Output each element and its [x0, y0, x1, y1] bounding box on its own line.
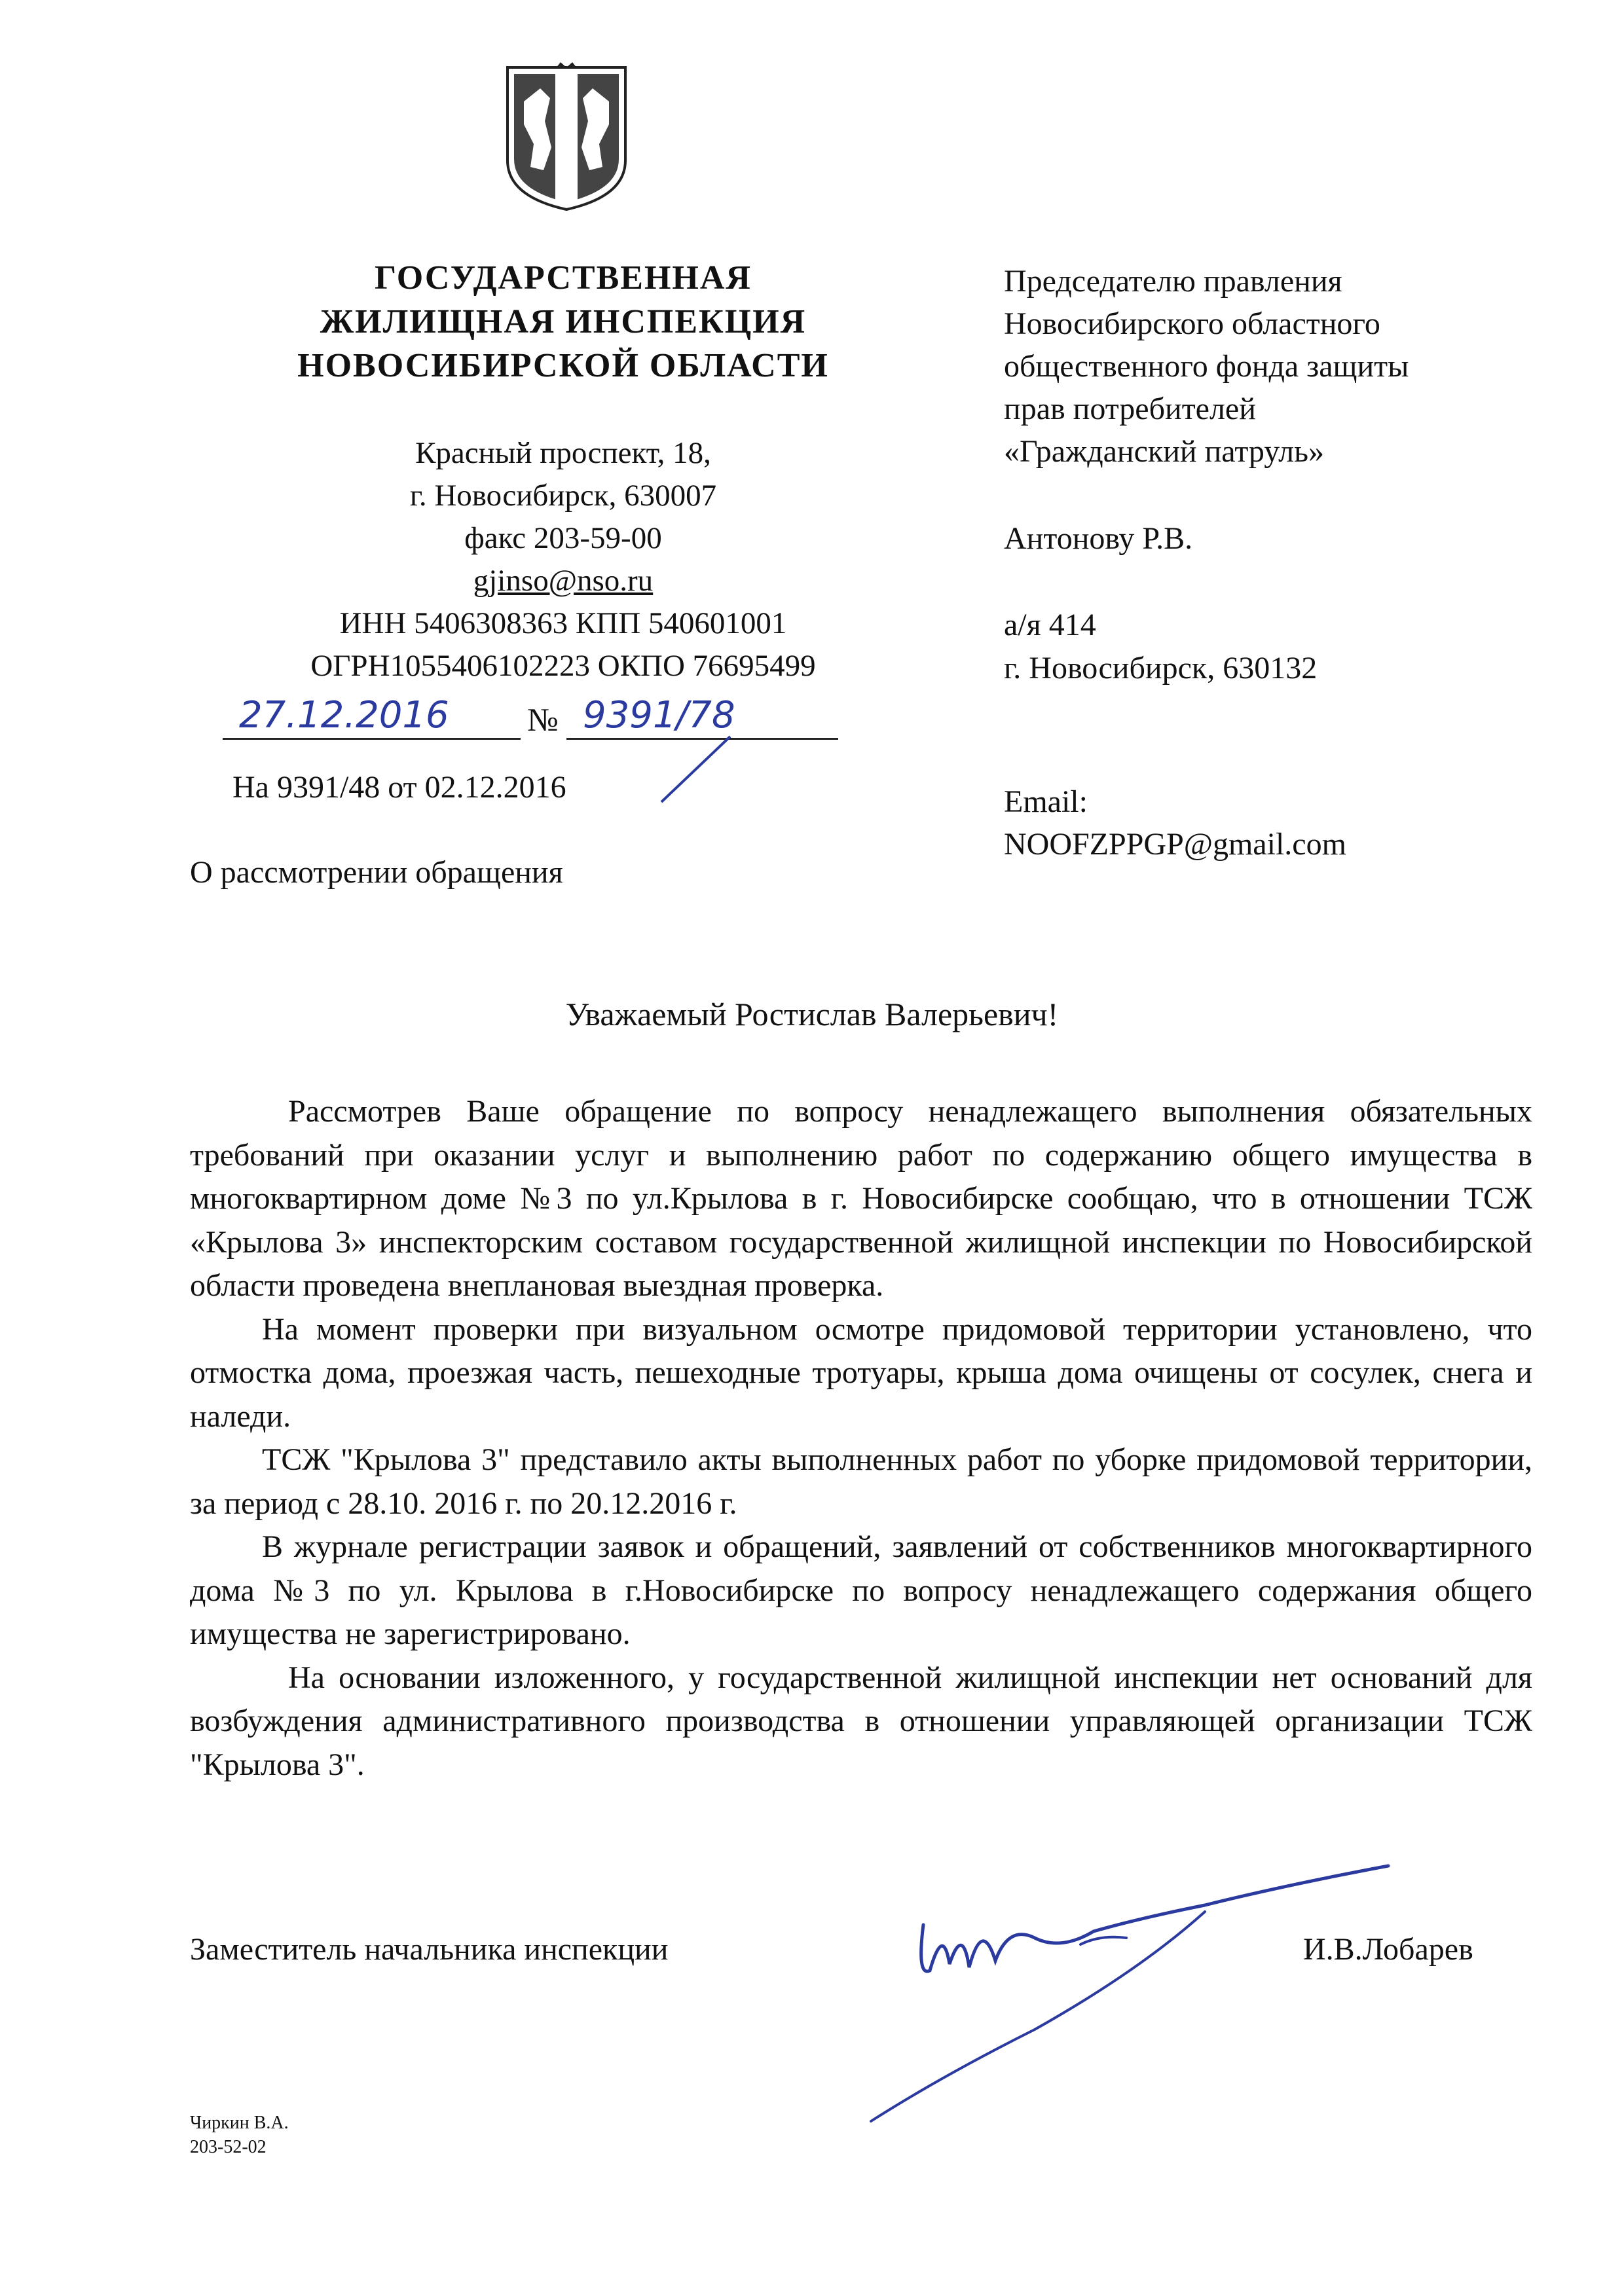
body-paragraph-1: Рассмотрев Ваше обращение по вопросу ненадлежащего выполнения обязательных требований при оказании услуг и выполнению работ по содержанию общего имущества в многоквартирном доме №3 по ул.Крылова в г. Новосибирске сообщаю, что в отношении ТСЖ «Крылова 3» инспекторским составом государственной жилищной инспекции по Новосибирской области проведена внеплановая выездная проверка.: [190, 1094, 1532, 1303]
sender-address-city: г. Новосибирск, 630007: [409, 479, 717, 513]
recipient-name: Антонову Р.В.: [1004, 521, 1193, 556]
recipient-line3: общественного фонда защиты: [1004, 349, 1409, 384]
body-paragraph-3: ТСЖ "Крылова 3" представило акты выполненных работ по уборке придомовой территории, за период с 28.10. 2016 г. по 20.12.2016 г.: [190, 1442, 1532, 1521]
recipient-line4: прав потребителей: [1004, 392, 1256, 426]
signatory-name: И.В.Лобарев: [1303, 1932, 1473, 1967]
greeting: Уважаемый Ростислав Валерьевич!: [565, 996, 1059, 1032]
signatory-position: Заместитель начальника инспекции: [190, 1932, 669, 1967]
sender-ogrn-okpo: ОГРН1055406102223 ОКПО 76695499: [310, 649, 816, 683]
recipient-line2: Новосибирского областного: [1004, 306, 1380, 341]
sender-email-link[interactable]: gjinso@nso.ru: [473, 564, 654, 598]
recipient-line5: «Гражданский патруль»: [1004, 434, 1325, 469]
coat-of-arms-emblem: [504, 62, 629, 213]
sender-address-street: Красный проспект, 18,: [415, 436, 711, 470]
body-paragraph-2: На момент проверки при визуальном осмотре придомовой территории установлено, что отмостка дома, проезжая часть, пешеходные тротуары, крыша дома очищены от сосулек, снега и наледи.: [190, 1311, 1532, 1434]
registration-number: 9391/78: [583, 694, 735, 737]
recipient-email: NOOFZPPGP@gmail.com: [1004, 827, 1346, 862]
handwritten-signature: [864, 1853, 1401, 2134]
recipient-po-box: а/я 414: [1004, 608, 1096, 642]
recipient-city: г. Новосибирск, 630132: [1004, 651, 1318, 685]
reply-reference: На 9391/48 от 02.12.2016: [232, 770, 566, 805]
letter-subject: О рассмотрении обращения: [190, 855, 563, 890]
registration-date-underline: [223, 738, 521, 740]
registration-slash-mark: [655, 733, 733, 805]
recipient-line1: Председателю правления: [1004, 264, 1342, 299]
recipient-email-label: Email:: [1004, 784, 1088, 819]
body-paragraph-5: На основании изложенного, у государственной жилищной инспекции нет оснований для возбуждения административного производства в отношении управляющей организации ТСЖ "Крылова 3".: [190, 1660, 1532, 1782]
sender-email-wrap: [210, 560, 917, 602]
executor-name: Чиркин В.А.: [190, 2113, 289, 2133]
registration-number-sign: №: [527, 701, 559, 738]
letter-body: [190, 1090, 1532, 1787]
org-name-line3: НОВОСИБИРСКОЙ ОБЛАСТИ: [297, 347, 829, 384]
executor-phone: 203-52-02: [190, 2137, 267, 2157]
sender-fax: факс 203-59-00: [464, 521, 662, 555]
org-name-line2: ЖИЛИЩНАЯ ИНСПЕКЦИЯ: [320, 303, 807, 340]
registration-date: 27.12.2016: [239, 694, 449, 737]
body-paragraph-4: В журнале регистрации заявок и обращений, заявлений от собственников многоквартирного дома №3 по ул. Крылова в г.Новосибирске по вопросу ненадлежащего содержания общего имущества не зарегистрировано.: [190, 1529, 1532, 1651]
org-name-line1: ГОСУДАРСТВЕННАЯ: [375, 259, 752, 297]
sender-inn-kpp: ИНН 5406308363 КПП 540601001: [339, 606, 787, 640]
